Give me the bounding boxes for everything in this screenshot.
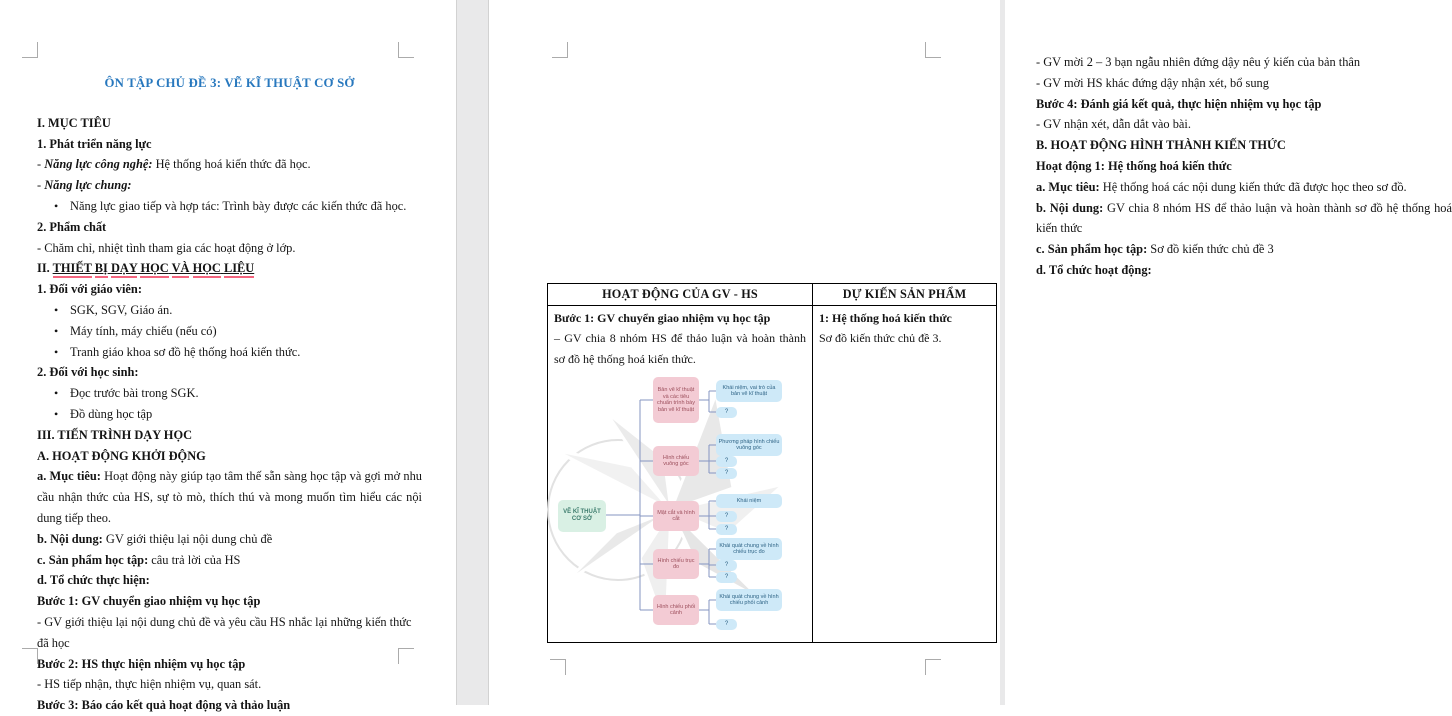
paragraph: - Chăm chỉ, nhiệt tình tham gia các hoạt động ở lớp.	[37, 240, 296, 255]
diagram-topic-node: Mặt cắt và hình cắt	[653, 501, 699, 531]
paragraph: d. Tổ chức thực hiện:	[37, 573, 150, 588]
diagram-root-node: VẼ KĨ THUẬT CƠ SỞ	[558, 500, 606, 532]
paragraph: d. Tổ chức hoạt động:	[1036, 262, 1152, 277]
heading-paragraph: Bước 1: GV chuyển giao nhiệm vụ học tập	[554, 311, 771, 325]
diagram-leaf-node: ?	[716, 572, 737, 583]
paragraph: - Năng lực chung:	[37, 178, 132, 193]
bullet-item: • Đồ dùng học tập	[37, 404, 422, 425]
document-title: ÔN TẬP CHỦ ĐỀ 3: VẼ KĨ THUẬT CƠ SỞ	[104, 76, 355, 90]
bullet-icon: •	[54, 323, 59, 338]
bullet-icon: •	[54, 386, 59, 401]
crop-mark	[925, 42, 941, 58]
paragraph: a. Mục tiêu: Hệ thống hoá các nội dung kiến thức đã được học theo sơ đồ.	[1036, 179, 1407, 194]
heading-paragraph: 2. Đối với học sinh:	[37, 365, 139, 380]
heading-paragraph: Hoạt động 1: Hệ thống hoá kiến thức	[1036, 158, 1232, 173]
page-gap	[456, 0, 489, 705]
page-1-paragraphs	[37, 113, 422, 716]
diagram-topic-node: Hình chiếu trục đo	[653, 549, 699, 579]
heading-paragraph: Bước 1: GV chuyển giao nhiệm vụ học tập	[37, 594, 261, 609]
bullet-icon: •	[54, 406, 59, 421]
diagram-leaf-node: Khái quát chung về hình chiếu trục đo	[716, 538, 782, 560]
bullet-item: • SGK, SGV, Giáo án.	[37, 300, 422, 321]
diagram-topic-node: Hình chiếu phối cảnh	[653, 595, 699, 625]
content-table	[547, 283, 997, 643]
bullet-item: • Đọc trước bài trong SGK.	[37, 383, 422, 404]
diagram-topic-node: Bản vẽ kĩ thuật và các tiêu chuẩn trình bày bản vẽ kĩ thuật	[653, 377, 699, 423]
bullet-icon: •	[54, 302, 59, 317]
diagram-leaf-node: Phương pháp hình chiếu vuông góc	[716, 434, 782, 456]
crop-mark	[398, 42, 414, 58]
diagram-leaf-node: ?	[716, 560, 737, 571]
diagram-leaf-node: Khái quát chung về hình chiếu phối cảnh	[716, 589, 782, 611]
bullet-item: • Tranh giáo khoa sơ đồ hệ thống hoá kiến thức.	[37, 342, 422, 363]
paragraph: - Năng lực công nghệ: Hệ thống hoá kiến thức đã học.	[37, 157, 311, 172]
paragraph: c. Sản phẩm học tập: câu trả lời của HS	[37, 552, 241, 567]
paragraph: b. Nội dung: GV chia 8 nhóm HS để thảo luận và hoàn thành sơ đồ hệ thống hoá kiến thức	[1036, 200, 1452, 236]
heading-paragraph: I. MỤC TIÊU	[37, 115, 111, 130]
page-2-content	[1036, 52, 1452, 281]
heading-paragraph: A. HOẠT ĐỘNG KHỞI ĐỘNG	[37, 448, 206, 463]
heading-paragraph: Bước 4: Đánh giá kết quả, thực hiện nhiệm vụ học tập	[1036, 96, 1322, 111]
bullet-icon: •	[54, 344, 59, 359]
diagram-topic-node: Hình chiếu vuông góc	[653, 446, 699, 476]
page-1-content	[37, 73, 422, 716]
heading-paragraph: Bước 3: Báo cáo kết quả hoạt động và thảo luận	[37, 698, 291, 713]
crop-mark	[550, 659, 566, 675]
paragraph: – GV chia 8 nhóm HS để thảo luận và hoàn thành sơ đồ hệ thống hoá kiến thức.	[554, 331, 806, 366]
heading-paragraph: 2. Phẩm chất	[37, 219, 107, 234]
diagram-leaf-node: Khái niệm, vai trò của bản vẽ kĩ thuật	[716, 380, 782, 402]
crop-mark	[22, 42, 38, 58]
knowledge-diagram	[556, 374, 811, 640]
heading-paragraph: 1. Đối với giáo viên:	[37, 282, 142, 297]
table-cell-product	[813, 306, 997, 643]
diagram-leaf-node: ?	[716, 511, 737, 522]
product-paragraphs	[819, 308, 990, 349]
paragraph: - GV mời HS khác đứng dậy nhận xét, bổ sung	[1036, 75, 1269, 90]
paragraph: b. Nội dung: GV giới thiệu lại nội dung chủ đề	[37, 531, 273, 546]
bullet-item: • Máy tính, máy chiếu (nếu có)	[37, 321, 422, 342]
page-1	[0, 0, 456, 713]
table-cell-activity	[548, 306, 813, 643]
crop-mark	[22, 648, 38, 664]
diagram-leaf-node: ?	[716, 407, 737, 418]
crop-mark	[398, 648, 414, 664]
paragraph: - GV nhận xét, dẫn dắt vào bài.	[1036, 117, 1191, 132]
crop-mark	[925, 659, 941, 675]
diagram-leaf-node: Khái niệm	[716, 494, 782, 508]
paragraph: - GV giới thiệu lại nội dung chủ đề và yêu cầu HS nhắc lại những kiến thức đã học	[37, 614, 412, 650]
paragraph: a. Mục tiêu: Hoạt động này giúp tạo tâm thế sẵn sàng học tập và gợi mở nhu cầu nhận thức của HS, sự tò mò, thích thú và mong muốn tìm hiểu các nội dung tiếp theo.	[37, 469, 422, 525]
activity-paragraphs	[554, 308, 806, 369]
paragraph: - HS tiếp nhận, thực hiện nhiệm vụ, quan sát.	[37, 677, 262, 692]
bullet-item: • Năng lực giao tiếp và hợp tác: Trình bày được các kiến thức đã học.	[37, 196, 422, 217]
diagram-leaf-node: ?	[716, 456, 737, 467]
diagram-leaf-node: ?	[716, 524, 737, 535]
heading-paragraph: III. TIẾN TRÌNH DẠY HỌC	[37, 427, 193, 442]
section-heading-underlined: II. THIẾT BỊ DẠY HỌC VÀ HỌC LIỆU	[37, 258, 422, 279]
paragraph: - GV mời 2 – 3 bạn ngẫu nhiên đứng dậy nêu ý kiến của bản thân	[1036, 55, 1361, 69]
bullet-icon: •	[54, 198, 59, 213]
table-header-product: DỰ KIẾN SẢN PHẨM	[813, 284, 997, 306]
page-2-paragraphs	[1036, 52, 1452, 281]
paragraph: c. Sản phẩm học tập: Sơ đồ kiến thức chủ đề 3	[1036, 242, 1274, 257]
heading-paragraph: 1. Phát triển năng lực	[37, 136, 152, 151]
paragraph: Sơ đồ kiến thức chủ đề 3.	[819, 331, 942, 346]
diagram-leaf-node: ?	[716, 619, 737, 630]
crop-mark	[552, 42, 568, 58]
heading-paragraph: Bước 2: HS thực hiện nhiệm vụ học tập	[37, 656, 246, 671]
diagram-leaf-node: ?	[716, 468, 737, 479]
heading-paragraph: B. HOẠT ĐỘNG HÌNH THÀNH KIẾN THỨC	[1036, 138, 1286, 153]
heading-paragraph: 1: Hệ thống hoá kiến thức	[819, 311, 952, 325]
table-header-activity: HOẠT ĐỘNG CỦA GV - HS	[548, 284, 813, 306]
